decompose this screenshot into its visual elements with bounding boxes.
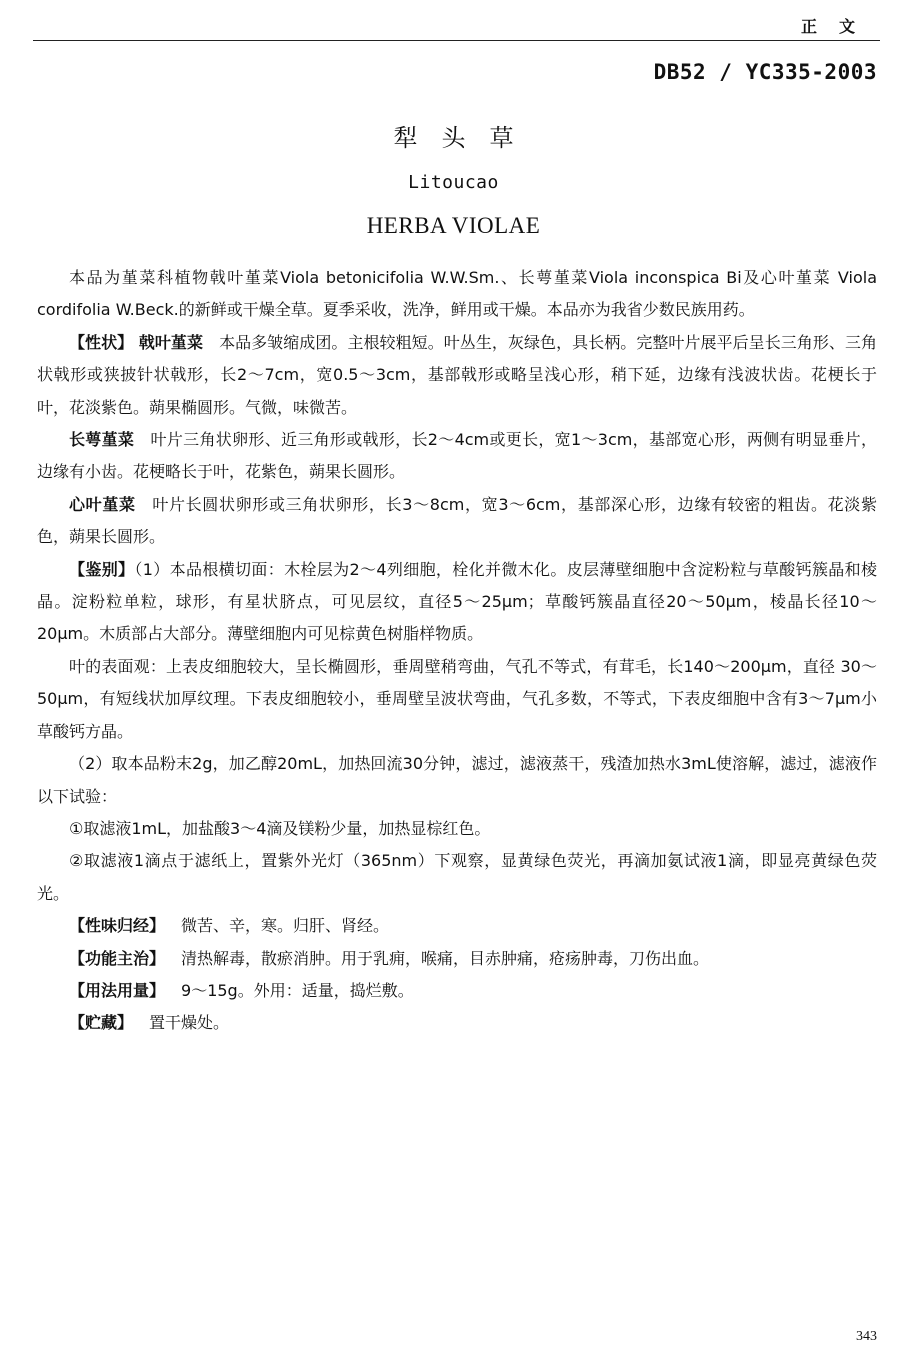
paragraph-text: 9～15g。外用：适量，捣烂敷。 (181, 980, 414, 1000)
paragraph-species-2 (37, 424, 877, 489)
section-tag: 【性状】 戟叶堇菜 (69, 332, 204, 352)
paragraph-test-2 (37, 748, 877, 813)
running-head: 正文 (800, 17, 877, 36)
section-tag: 【功能主治】 (69, 948, 166, 968)
header-rule (33, 40, 880, 41)
section-tag: 长萼堇菜 (69, 430, 135, 450)
paragraph-function (37, 943, 877, 975)
paragraph-storage (37, 1007, 877, 1039)
paragraph-text: （2）取本品粉末2g，加乙醇20mL，加热回流30分钟，滤过，滤液蒸干，残渣加热水3mL使溶解，滤过，滤液作以下试验： (37, 754, 877, 806)
paragraph-text: 叶片三角状卵形、近三角形或戟形，长2～4cm或更长，宽1～3cm，基部宽心形，两侧有明显垂片，边缘有小齿。花梗略长于叶，花紫色，蒴果长圆形。 (37, 430, 877, 482)
paragraph-test-2a (37, 813, 877, 845)
paragraph-text: ①取滤液1mL，加盐酸3～4滴及镁粉少量，加热显棕红色。 (69, 818, 491, 838)
paragraph-text: 微苦、辛，寒。归肝、肾经。 (181, 916, 390, 936)
paragraph-test-2b (37, 845, 877, 910)
paragraph-text: 叶片长圆状卵形或三角状卵形，长3～8cm，宽3～6cm，基部深心形，边缘有较密的粗齿。花淡紫色，蒴果长圆形。 (37, 494, 877, 547)
paragraph-text: 本品多皱缩成团。主根较粗短。叶丛生，灰绿色，具长柄。完整叶片展平后呈长三角形、三角状戟形或狭披针状戟形，长2～7cm，宽0.5～3cm，基部戟形或略呈浅心形，稍下延，边缘有浅波状齿。花梗长于叶，花淡紫色。蒴果椭圆形。气微，味微苦。 (37, 332, 877, 417)
title-chinese: 犁头草 (393, 124, 538, 152)
page-number: 343 (856, 1329, 877, 1344)
paragraph-text: ②取滤液1滴点于滤纸上，置紫外光灯（365nm）下观察，显黄绿色荧光，再滴加氨试液1滴，即显亮黄绿色荧光。 (37, 851, 877, 903)
section-tag: 【用法用量】 (69, 980, 166, 1000)
paragraph-nature (37, 910, 877, 942)
title-pinyin: Litoucao (408, 172, 499, 193)
section-tag: 【性味归经】 (69, 916, 166, 936)
paragraph-characteristics (37, 327, 877, 424)
title-latin: HERBA VIOLAE (366, 213, 541, 238)
paragraph-identification (37, 554, 877, 651)
section-tag: 【鉴别】 (69, 559, 135, 579)
monograph-body (37, 262, 877, 1040)
paragraph-text: 本品为堇菜科植物戟叶堇菜Viola betonicifolia W.W.Sm.、长萼堇菜Viola inconspica Bi及心叶堇菜 Viola cordifolia W.Beck.的新鲜或干燥全草。夏季采收，洗净，鲜用或干燥。本品亦为我省少数民族用药。 (37, 268, 877, 320)
section-tag: 【贮藏】 (69, 1013, 134, 1033)
standard-code: DB52 / YC335-2003 (653, 60, 877, 84)
paragraph-text: 置干燥处。 (149, 1013, 230, 1033)
paragraph-text: 清热解毒，散瘀消肿。用于乳痈，喉痛，目赤肿痛，疮疡肿毒，刀伤出血。 (181, 948, 710, 968)
paragraph-leaf-surface (37, 651, 877, 748)
paragraph-text: 叶的表面观：上表皮细胞较大，呈长椭圆形，垂周壁稍弯曲，气孔不等式，有茸毛，长140～200μm，直径 30～50μm，有短线状加厚纹理。下表皮细胞较小，垂周壁呈波状弯曲，气孔多数，不等式，下表皮细胞中含有3～7μm小草酸钙方晶。 (37, 656, 877, 741)
section-tag: 心叶堇菜 (69, 494, 136, 514)
paragraph-dosage (37, 975, 877, 1007)
paragraph-species-3 (37, 489, 877, 554)
paragraph-source (37, 262, 877, 327)
paragraph-text: （1）本品根横切面：木栓层为2～4列细胞，栓化并微木化。皮层薄壁细胞中含淀粉粒与草酸钙簇晶和棱晶。淀粉粒单粒，球形，有星状脐点，可见层纹，直径5～25μm；草酸钙簇晶直径20～50μm，棱晶长径10～20μm。木质部占大部分。薄壁细胞内可见棕黄色树脂样物质。 (37, 559, 877, 644)
